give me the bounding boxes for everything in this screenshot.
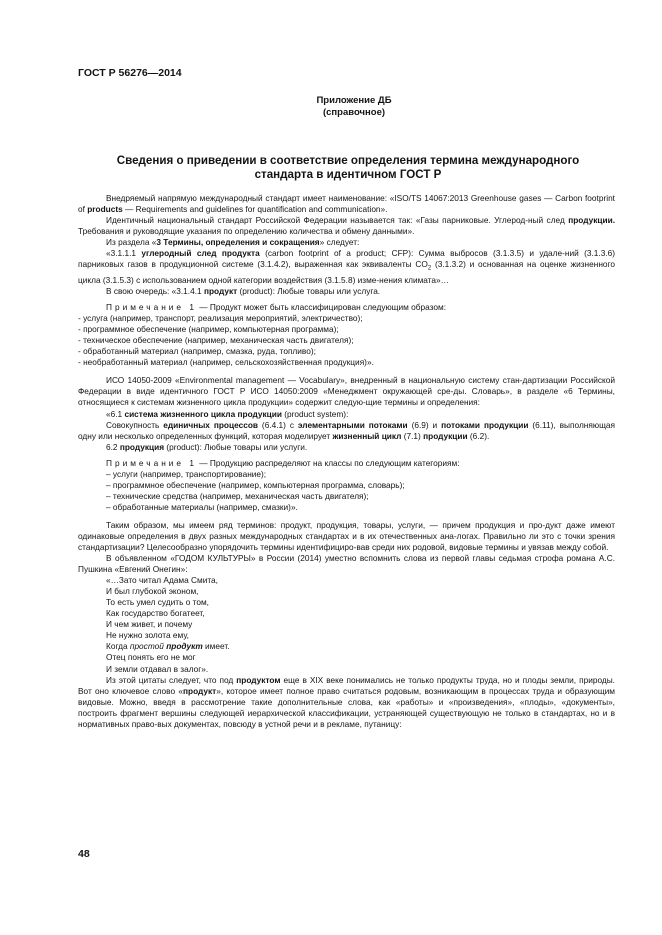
poem-line: «…Зато читал Адама Смита, bbox=[106, 575, 218, 586]
note-2-item: – технические средства (например, механическая часть двигателя); bbox=[106, 490, 369, 501]
note-1-heading: Примечание 1 — Продукт может быть классифицирован следующим образом: bbox=[106, 302, 446, 313]
document-body bbox=[78, 193, 615, 730]
paragraph-product-definition: В свою очередь: «3.1.4.1 продукт (product): Любые товары или услуга. bbox=[106, 286, 381, 297]
paragraph-conclusion: Из этой цитаты следует, что под продуктом еще в XIX веке понимались не только продукты труда, но и плоды земли, природы. Вот оно ключевое слово «продукт», которое имеет полное право считаться родовым, возникающим в процессах труда и образующим видовые. Можно, введя в рассмотрение такие дополнительные слова, как «работы» и «произведения», «плоды», «документы», построить фрагмент вершины следующей иерархической классификации, устраняющей существующую не только в стандартах, но и в нормативных право-вых документах, повсюду в устной речи и в рекламе, путаницу: bbox=[78, 674, 615, 729]
paragraph-gost-name: Идентичный национальный стандарт Российской Федерации называется так: «Газы парниковые. Углерод-ный след продукции. Требования и руководящие указания по определению количества и обмену данными». bbox=[78, 215, 615, 237]
note-1-item: - услуга (например, транспорт, реализация мероприятий, электричество); bbox=[78, 313, 363, 324]
poem-line: Отец понять его не мог bbox=[106, 652, 196, 663]
note-2-item: – обработанные материалы (например, смазки)». bbox=[106, 501, 298, 512]
paragraph-section-ref: Из раздела «3 Термины, определения и сокращения» следует: bbox=[106, 237, 360, 248]
paragraph-terms-summary: Таким образом, мы имеем ряд терминов: продукт, продукция, товары, услуги, — причем продукция и про-дукт даже имеют одинаковые определения в двух разных международных стандартах и в их отечественных ана-логах. Правильно ли это с точки зрения стандартизации? Целесообразно упорядочить термины идентифициро-вав среди них родовой, видовые термины и увязав между собой. bbox=[78, 519, 615, 553]
appendix-heading bbox=[0, 95, 662, 119]
poem-quote bbox=[78, 575, 615, 674]
poem-line: Когда простой продукт имеет. bbox=[106, 641, 230, 652]
note-1-item: - обработанный материал (например, смазка, руда, топливо); bbox=[78, 346, 316, 357]
poem-line: Не нужно золота ему, bbox=[106, 630, 189, 641]
paragraph-culture-year: В объявленном «ГОДОМ КУЛЬТУРЫ» в России (2014) уместно вспомнить слова из первой главы седьмая строфа романа А.С. Пушкина «Евгений Онегин»: bbox=[78, 553, 615, 575]
poem-line: И чем живет, и почему bbox=[106, 619, 193, 630]
paragraph-product-system-definition: Совокупность единичных процессов (6.4.1) с элементарными потоками (6.9) и потоками продукции (6.11), выполняющая одну или несколько определенных функций, которая моделирует жизненный цикл (7.1) продукции (6.2). bbox=[78, 419, 616, 441]
note-1-item: - программное обеспечение (например, компьютерная программа); bbox=[78, 324, 339, 335]
poem-line: И земли отдавал в залог». bbox=[106, 663, 209, 674]
paragraph-iso-name: Внедряемый напрямую международный стандарт имеет наименование: «ISO/TS 14067:2013 Greenhouse gases — Carbon footprint of products — Requirements and guidelines for quantification and communication». bbox=[78, 193, 615, 215]
paragraph-iso-14050: ИСО 14050-2009 «Environmental management — Vocabulary», внедренный в национальную систему стан-дартизации Российской Федерации в виде идентичного ГОСТ Р ИСО 14050:2009 «Менеджмент окружающей сре-ды. Словарь», в разделе «6 Термины, относящиеся к системам жизненного цикла продукции» содержит следую-щие термины и определения: bbox=[78, 375, 615, 408]
document-code: ГОСТ Р 56276—2014 bbox=[78, 67, 182, 79]
section-title-line-1: Сведения о приведении в соответствие определения термина международного bbox=[116, 154, 580, 167]
note-2-heading: Примечание 1 — Продукцию распределяют на классы по следующим категориям: bbox=[106, 457, 460, 468]
page-number: 48 bbox=[78, 848, 90, 860]
poem-line: Как государство богатеет, bbox=[106, 608, 205, 619]
appendix-title: Приложение ДБ bbox=[316, 95, 392, 106]
paragraph-production-definition: 6.2 продукция (product): Любые товары или услуги. bbox=[106, 441, 308, 452]
note-1-item: - техническое обеспечение (например, механическая часть двигателя); bbox=[78, 335, 354, 346]
paragraph-cfp-definition: «3.1.1.1 углеродный след продукта (carbon footprint of a product; CFP): Сумма выбросов (3.1.3.5) и удале-ний (3.1.3.6) парниковых газов в продукционной системе (3.1.4.2), выраженная как эквиваленты $CO_2$ (3.1.3.2) и основанная на оценке жизненного цикла (3.1.5.3) с использованием одной категории воздействия (3.1.5.8) изме-нения климата»… bbox=[78, 248, 615, 285]
note-1-item: - необработанный материал (например, сельскохозяйственная продукция)». bbox=[78, 357, 374, 368]
poem-line: И был глубокой эконом, bbox=[106, 586, 199, 597]
section-title-line-2: стандарта в идентичном ГОСТ Р bbox=[254, 168, 442, 181]
note-2-item: – услуги (например, транспортирование); bbox=[106, 468, 267, 479]
note-2-item: – программное обеспечение (например, компьютерная программа, словарь); bbox=[106, 479, 405, 490]
paragraph-product-system: «6.1 система жизненного цикла продукции (product system): bbox=[106, 408, 349, 419]
poem-line: То есть умел судить о том, bbox=[106, 597, 209, 608]
appendix-kind: (справочное) bbox=[322, 107, 386, 118]
section-title bbox=[78, 154, 618, 182]
